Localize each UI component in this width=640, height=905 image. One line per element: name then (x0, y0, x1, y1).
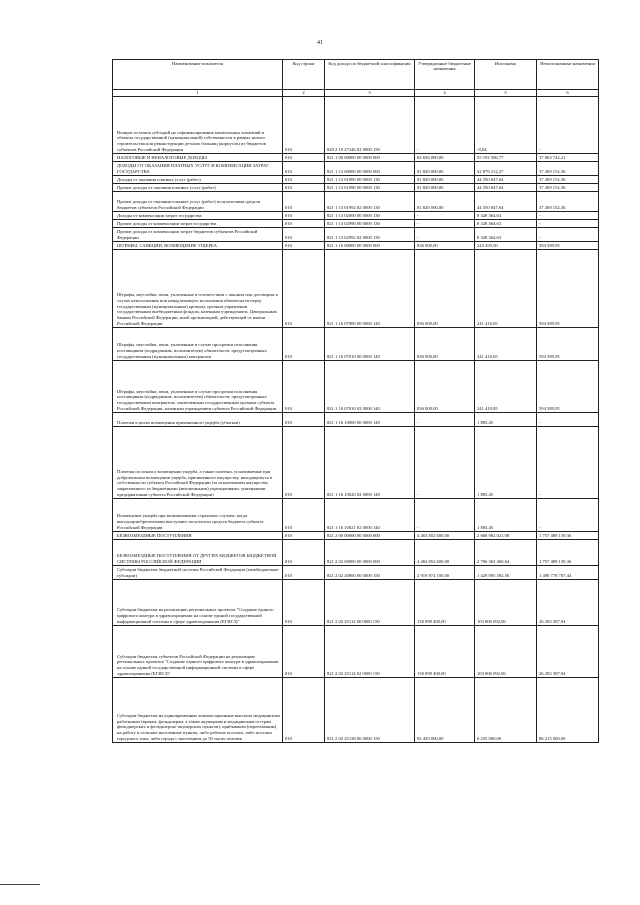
cell-approved: 2 919 874 100,00 (415, 566, 475, 580)
header-line-code: Код строки (283, 60, 325, 90)
column-number: 4 (415, 90, 475, 97)
cell-indicator-name: Платежи в целях возмещения причиненного ущерба (убытков) (113, 413, 283, 427)
cell-indicator-name: ДОХОДЫ ОТ ОКАЗАНИЯ ПЛАТНЫХ УСЛУГ И КОМПЕНСАЦИИ ЗАТРАТ ГОСУДАРСТВА (113, 162, 283, 176)
column-number-row (113, 90, 599, 97)
cell-indicator-name: Прочие доходы от компенсации затрат бюджетов субъектов Российской Федерации (113, 228, 283, 242)
cell-line-code: 010 (283, 678, 325, 743)
cell-budget-code: 820 2 19 27246 02 0000 150 (325, 97, 415, 154)
cell-executed: 103 806 092,06 (475, 626, 537, 678)
header-approved: Утвержденные бюджетные назначения (415, 60, 475, 90)
cell-approved: - (415, 212, 475, 220)
cell-budget-code: 821 1 16 00000 00 0000 000 (325, 242, 415, 250)
cell-indicator-name: Субсидии бюджетам субъектов Российской Федерации на реализацию региональных проектов "Создание единого цифрового контура в здравоохранении на основе единой государственной информационной системы в сфере здравоохранения (ЕГИСЗ)" (113, 626, 283, 678)
cell-unexecuted: 26 293 307,94 (537, 626, 599, 678)
table-row (113, 228, 599, 242)
cell-line-code: 010 (283, 184, 325, 192)
cell-budget-code: 821 1 16 07010 02 0000 140 (325, 361, 415, 413)
cell-indicator-name: ШТРАФЫ, САНКЦИИ, ВОЗМЕЩЕНИЕ УЩЕРБА (113, 242, 283, 250)
table-row (113, 678, 599, 743)
cell-indicator-name: Прочие доходы от оказания платных услуг (работ) получателями средств бюджетов субъектов Российской Федерации (113, 192, 283, 212)
table-row (113, 154, 599, 162)
cell-line-code: 010 (283, 566, 325, 580)
table-row (113, 220, 599, 228)
cell-approved: 81 820 000,00 (415, 184, 475, 192)
cell-unexecuted: - (537, 499, 599, 532)
cell-line-code: 010 (283, 580, 325, 626)
cell-budget-code: 821 1 13 01000 00 0000 130 (325, 176, 415, 184)
footnote-divider (0, 884, 40, 885)
cell-budget-code: 821 1 16 10000 00 0000 140 (325, 413, 415, 427)
cell-unexecuted: - (537, 427, 599, 499)
cell-unexecuted: 86 215 000,00 (537, 678, 599, 743)
cell-budget-code: 821 1 13 02990 00 0000 130 (325, 220, 415, 228)
cell-indicator-name: Доходы от оказания платных услуг (работ) (113, 176, 283, 184)
cell-indicator-name: Прочие доходы от оказания платных услуг (работ) (113, 184, 283, 192)
cell-approved: 130 099 400,00 (415, 626, 475, 678)
table-row (113, 250, 599, 328)
table-row (113, 413, 599, 427)
cell-indicator-name: Субсидии бюджетам на единовременные компенсационные выплаты медицинским работникам (врачам, фельдшерам, а также акушеркам и медицинским сестрам фельдшерских и фельдшерско-акушерских пунктов), прибывшим (переехавшим) на работу в сельские населенные пункты, либо рабочие поселки, либо поселки городского типа, либо города с населением до 50 тысяч человек (113, 678, 283, 743)
column-number: 2 (283, 90, 325, 97)
table-row (113, 176, 599, 184)
revenue-report-table (112, 59, 599, 743)
table-row (113, 192, 599, 212)
table-row (113, 566, 599, 580)
cell-unexecuted: 37 269 152,36 (537, 162, 599, 176)
cell-indicator-name: Субсидии бюджетам на реализацию региональных проектов "Создание единого цифрового контура в здравоохранении на основе единой государственной информационной системы в сфере здравоохранения (ЕГИСЗ)" (113, 580, 283, 626)
cell-unexecuted: 1 490 778 707,44 (537, 566, 599, 580)
table-row (113, 328, 599, 361)
cell-line-code: 010 (283, 97, 325, 154)
table-row (113, 532, 599, 540)
cell-budget-code: 821 2 02 25138 00 0000 150 (325, 678, 415, 743)
cell-line-code: 010 (283, 626, 325, 678)
cell-executed: 8 328 364,63 (475, 212, 537, 220)
cell-budget-code: 821 2 02 25114 02 0000 150 (325, 626, 415, 678)
column-number: 3 (325, 90, 415, 97)
cell-executed: 55 192 506,77 (475, 154, 537, 162)
cell-executed: 2 706 363 460,64 (475, 540, 537, 566)
cell-unexecuted: - (537, 228, 599, 242)
cell-unexecuted: 594 589,95 (537, 242, 599, 250)
cell-unexecuted: 1 757 489 139,36 (537, 532, 599, 540)
cell-line-code: 010 (283, 176, 325, 184)
cell-executed: 243 293,50 (475, 242, 537, 250)
table-row (113, 184, 599, 192)
table-row (113, 361, 599, 413)
cell-unexecuted: - (537, 220, 599, 228)
cell-unexecuted: - (537, 212, 599, 220)
cell-executed: 44 550 847,64 (475, 176, 537, 184)
cell-approved: 836 000,00 (415, 250, 475, 328)
cell-indicator-name: БЕЗВОЗМЕЗДНЫЕ ПОСТУПЛЕНИЯ (113, 532, 283, 540)
cell-executed: 103 806 092,06 (475, 580, 537, 626)
cell-budget-code: 821 2 02 00000 00 0000 000 (325, 540, 415, 566)
cell-line-code: 010 (283, 361, 325, 413)
cell-indicator-name: Прочие доходы от компенсации затрат государства (113, 220, 283, 228)
cell-budget-code: 821 1 16 07000 00 0000 140 (325, 250, 415, 328)
cell-line-code: 010 (283, 192, 325, 212)
cell-approved: - (415, 220, 475, 228)
cell-approved: 81 820 000,00 (415, 192, 475, 212)
cell-executed: 44 550 847,64 (475, 184, 537, 192)
cell-unexecuted: 37 863 742,21 (537, 154, 599, 162)
cell-approved: - (415, 427, 475, 499)
cell-unexecuted: 594 589,95 (537, 361, 599, 413)
cell-executed: 6 235 000,00 (475, 678, 537, 743)
cell-approved: 81 820 000,00 (415, 162, 475, 176)
cell-line-code: 010 (283, 328, 325, 361)
table-row (113, 427, 599, 499)
cell-budget-code: 821 2 02 20000 00 0000 150 (325, 566, 415, 580)
cell-line-code: 010 (283, 242, 325, 250)
cell-budget-code: 821 2 02 25114 00 0000 150 (325, 580, 415, 626)
cell-approved: - (415, 97, 475, 154)
cell-executed: 241 410,05 (475, 250, 537, 328)
cell-executed: 1 883,45 (475, 413, 537, 427)
cell-line-code: 010 (283, 212, 325, 220)
cell-approved: 836 000,00 (415, 328, 475, 361)
cell-executed: 241 410,05 (475, 361, 537, 413)
cell-line-code: 010 (283, 540, 325, 566)
cell-approved: 836 000,00 (415, 242, 475, 250)
cell-unexecuted: 1 757 489 139,36 (537, 540, 599, 566)
cell-indicator-name: Возмещение ущерба при возникновении страховых случаев, когда выгодоприобретателями выступают получатели средств бюджета субъекта Российской Федерации (113, 499, 283, 532)
header-executed: Исполнено (475, 60, 537, 90)
cell-line-code: 010 (283, 162, 325, 176)
cell-line-code: 010 (283, 427, 325, 499)
page-number: 41 (317, 40, 323, 46)
cell-approved: 836 000,00 (415, 361, 475, 413)
cell-approved: 81 820 000,00 (415, 176, 475, 184)
table-row (113, 540, 599, 566)
table-row (113, 162, 599, 176)
header-unexecuted: Неисполненные назначения (537, 60, 599, 90)
table-row (113, 626, 599, 678)
table-body (113, 97, 599, 743)
table-row (113, 212, 599, 220)
table-row (113, 499, 599, 532)
cell-executed: 2 668 982 021,08 (475, 532, 537, 540)
cell-indicator-name: БЕЗВОЗМЕЗДНЫЕ ПОСТУПЛЕНИЯ ОТ ДРУГИХ БЮДЖЕТОВ БЮДЖЕТНОЙ СИСТЕМЫ РОССИЙСКОЙ ФЕДЕРАЦИИ (113, 540, 283, 566)
cell-unexecuted: 37 269 152,36 (537, 192, 599, 212)
cell-executed: -0,04 (475, 97, 537, 154)
cell-budget-code: 821 1 16 10020 02 0000 140 (325, 427, 415, 499)
cell-executed: 1 883,45 (475, 427, 537, 499)
cell-unexecuted: 26 293 307,94 (537, 580, 599, 626)
cell-indicator-name: НАЛОГОВЫЕ И НЕНАЛОГОВЫЕ ДОХОДЫ (113, 154, 283, 162)
cell-unexecuted: 37 269 152,36 (537, 184, 599, 192)
table-row (113, 242, 599, 250)
cell-approved: 4 463 852 600,00 (415, 540, 475, 566)
cell-indicator-name: Доходы от компенсации затрат государства (113, 212, 283, 220)
cell-line-code: 010 (283, 228, 325, 242)
cell-executed: 52 879 212,27 (475, 162, 537, 176)
cell-budget-code: 821 2 00 00000 00 0000 000 (325, 532, 415, 540)
header-indicator-name: Наименование показателя (113, 60, 283, 90)
cell-executed: 8 328 364,63 (475, 220, 537, 228)
cell-budget-code: 821 1 16 07010 00 0000 140 (325, 328, 415, 361)
cell-budget-code: 821 1 00 00000 00 0000 000 (325, 154, 415, 162)
cell-approved: - (415, 228, 475, 242)
cell-budget-code: 821 1 13 02000 00 0000 130 (325, 212, 415, 220)
cell-executed: 44 550 847,64 (475, 192, 537, 212)
cell-budget-code: 821 1 13 02992 02 0000 130 (325, 228, 415, 242)
cell-indicator-name: Штрафы, неустойки, пени, уплаченные в случае просрочки исполнения поставщиком (подрядчиком, исполнителем) обязательств, предусмотренных государственным контрактом, заключенным государственным органом субъекта Российской Федерации, казенным учреждением субъекта Российской Федерации (113, 361, 283, 413)
cell-line-code: 010 (283, 499, 325, 532)
cell-approved: - (415, 413, 475, 427)
cell-unexecuted: 594 589,95 (537, 250, 599, 328)
cell-unexecuted: - (537, 97, 599, 154)
cell-budget-code: 821 1 13 01992 02 0000 130 (325, 192, 415, 212)
table-row (113, 97, 599, 154)
cell-approved: 130 099 400,00 (415, 580, 475, 626)
cell-approved: 92 450 000,00 (415, 678, 475, 743)
cell-line-code: 010 (283, 154, 325, 162)
cell-indicator-name: Платежи по искам о возмещении ущерба, а также платежи, уплачиваемые при добровольном возмещении ущерба, причиненного имуществу, находящемуся в собственности субъекта Российской Федерации (за исключением имущества, закрепленного за бюджетными (автономными) учреждениями, унитарными предприятиями субъекта Российской Федерации) (113, 427, 283, 499)
cell-unexecuted: - (537, 413, 599, 427)
cell-line-code: 010 (283, 220, 325, 228)
cell-line-code: 010 (283, 413, 325, 427)
column-number: 1 (113, 90, 283, 97)
table-row (113, 580, 599, 626)
cell-indicator-name: Возврат остатков субсидий на софинансирование капитальных вложений в объекты государственной (муниципальной) собственности в рамках нового строительства или реконструкции детских больниц (корпусов) из бюджетов субъектов Российской Федерации (113, 97, 283, 154)
cell-indicator-name: Штрафы, неустойки, пени, уплаченные в случае просрочки исполнения поставщиком (подрядчиком, исполнителем) обязательств, предусмотренных государственным (муниципальным) контрактом (113, 328, 283, 361)
cell-budget-code: 821 1 13 00000 00 0000 000 (325, 162, 415, 176)
cell-executed: 1 429 095 392,56 (475, 566, 537, 580)
cell-executed: 1 883,45 (475, 499, 537, 532)
cell-line-code: 010 (283, 532, 325, 540)
cell-approved: - (415, 499, 475, 532)
cell-indicator-name: Штрафы, неустойки, пени, уплаченные в соответствии с законом или договором в случае неисполнения или ненадлежащего исполнения обязательств перед государственным (муниципальным) органом, органом управления государственным внебюджетным фондом, казенным учреждением, Центральным банком Российской Федерации, иной организацией, действующей от имени Российской Федерации (113, 250, 283, 328)
column-number: 5 (475, 90, 537, 97)
cell-budget-code: 821 1 16 10021 02 0000 140 (325, 499, 415, 532)
cell-approved: 82 656 000,00 (415, 154, 475, 162)
cell-unexecuted: 37 269 152,36 (537, 176, 599, 184)
cell-budget-code: 821 1 13 01990 00 0000 130 (325, 184, 415, 192)
header-budget-code: Код дохода по бюджетной классификации (325, 60, 415, 90)
table-header-row (113, 60, 599, 90)
cell-indicator-name: Субсидии бюджетам бюджетной системы Российской Федерации (межбюджетные субсидии) (113, 566, 283, 580)
cell-line-code: 010 (283, 250, 325, 328)
cell-executed: 241 410,05 (475, 328, 537, 361)
cell-executed: 8 328 364,63 (475, 228, 537, 242)
cell-approved: 4 463 852 600,00 (415, 532, 475, 540)
column-number: 6 (537, 90, 599, 97)
cell-unexecuted: 594 589,95 (537, 328, 599, 361)
